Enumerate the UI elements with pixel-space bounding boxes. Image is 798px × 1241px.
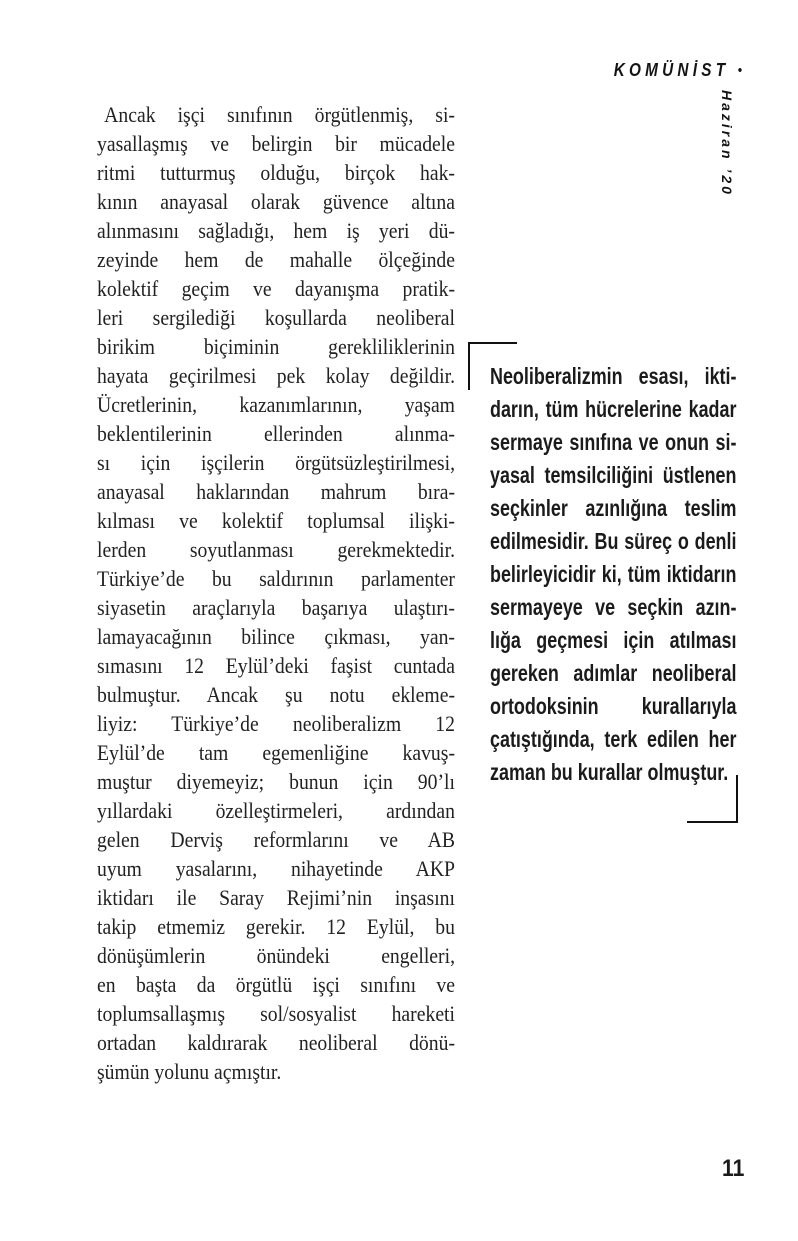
quote-close-bracket-icon	[687, 775, 738, 823]
running-head	[613, 60, 742, 81]
text-line: birikim biçiminin gerekliliklerinin	[97, 334, 455, 359]
text-line: edilmesidir. Bu süreç o denli	[490, 528, 737, 554]
text-line: Ücretlerinin, kazanımlarının, yaşam	[97, 392, 455, 417]
text-line: sermayeye ve seçkin azın-	[490, 594, 737, 620]
text-line: lığa geçmesi için atılması	[490, 627, 737, 653]
text-line: yıllardaki özelleştirmeleri, ardından	[97, 798, 455, 823]
text-line: beklentilerinin ellerinden alınma-	[97, 421, 455, 446]
text-line: seçkinler azınlığına teslim	[490, 495, 737, 521]
text-line: zaman bu kurallar olmuştur.	[490, 759, 729, 785]
article-text-column	[97, 100, 455, 1086]
text-line: şümün yolunu açmıştır.	[97, 1059, 282, 1084]
text-line: sermaye sınıfına ve onun si-	[490, 429, 737, 455]
magazine-title: KOMÜNİST	[613, 60, 730, 80]
text-line: kılması ve kolektif toplumsal ilişki-	[97, 508, 455, 533]
text-line: ortodoksinin kurallarıyla	[490, 693, 737, 719]
text-line: Eylül’de tam egemenliğine kavuş-	[97, 740, 455, 765]
text-line: takip etmemiz gerekir. 12 Eylül, bu	[97, 914, 455, 939]
text-line: kının anayasal olarak güvence altına	[97, 189, 455, 214]
text-line: sı için işçilerin örgütsüzleştirilmesi,	[97, 450, 455, 475]
issue-date: Haziran ’20	[719, 90, 735, 197]
text-line: kolektif geçim ve dayanışma pratik-	[97, 276, 455, 301]
text-line: Ancak işçi sınıfının örgütlenmiş, si-	[104, 102, 455, 127]
text-line: anayasal haklarından mahrum bıra-	[97, 479, 455, 504]
text-line: liyiz: Türkiye’de neoliberalizm 12	[97, 711, 455, 736]
text-line: lamayacağının bilince çıkması, yan-	[97, 624, 455, 649]
text-line: toplumsallaşmış sol/sosyalist hareketi	[97, 1001, 455, 1026]
text-line: ortadan kaldırarak neoliberal dönü-	[97, 1030, 455, 1055]
pull-quote	[490, 360, 736, 789]
text-line: yasal temsilciliğini üstlenen	[490, 462, 737, 488]
text-line: Neoliberalizmin esası, ikti-	[490, 363, 737, 389]
text-line: iktidarı ile Saray Rejimi’nin inşasını	[97, 885, 455, 910]
text-line: Türkiye’de bu saldırının parlamenter	[97, 566, 455, 591]
text-line: zeyinde hem de mahalle ölçeğinde	[97, 247, 455, 272]
text-line: yasallaşmış ve belirgin bir mücadele	[97, 131, 455, 156]
text-line: lerden soyutlanması gerekmektedir.	[97, 537, 455, 562]
text-line: leri sergilediği koşullarda neoliberal	[97, 305, 455, 330]
text-line: alınmasını sağladığı, hem iş yeri dü-	[97, 218, 455, 243]
text-line: hayata geçirilmesi pek kolay değildir.	[97, 363, 455, 388]
text-line: en başta da örgütlü işçi sınıfını ve	[97, 972, 455, 997]
bullet-icon: •	[737, 62, 742, 79]
text-line: siyasetin araçlarıyla başarıya ulaştırı-	[97, 595, 455, 620]
text-line: gereken adımlar neoliberal	[490, 660, 737, 686]
text-line: uyum yasalarını, nihayetinde AKP	[97, 856, 455, 881]
text-line: belirleyicidir ki, tüm iktidarın	[490, 561, 737, 587]
text-line: ritmi tutturmuş olduğu, birçok hak-	[97, 160, 455, 185]
text-line: bulmuştur. Ancak şu notu ekleme-	[97, 682, 455, 707]
text-line: darın, tüm hücrelerine kadar	[490, 396, 737, 422]
text-line: dönüşümlerin önündeki engelleri,	[97, 943, 455, 968]
text-line: sımasını 12 Eylül’deki faşist cuntada	[97, 653, 455, 678]
text-line: gelen Derviş reformlarını ve AB	[97, 827, 455, 852]
page-number: 11	[722, 1155, 745, 1182]
text-line: muştur diyemeyiz; bunun için 90’lı	[97, 769, 455, 794]
text-line: çatıştığında, terk edilen her	[490, 726, 737, 752]
